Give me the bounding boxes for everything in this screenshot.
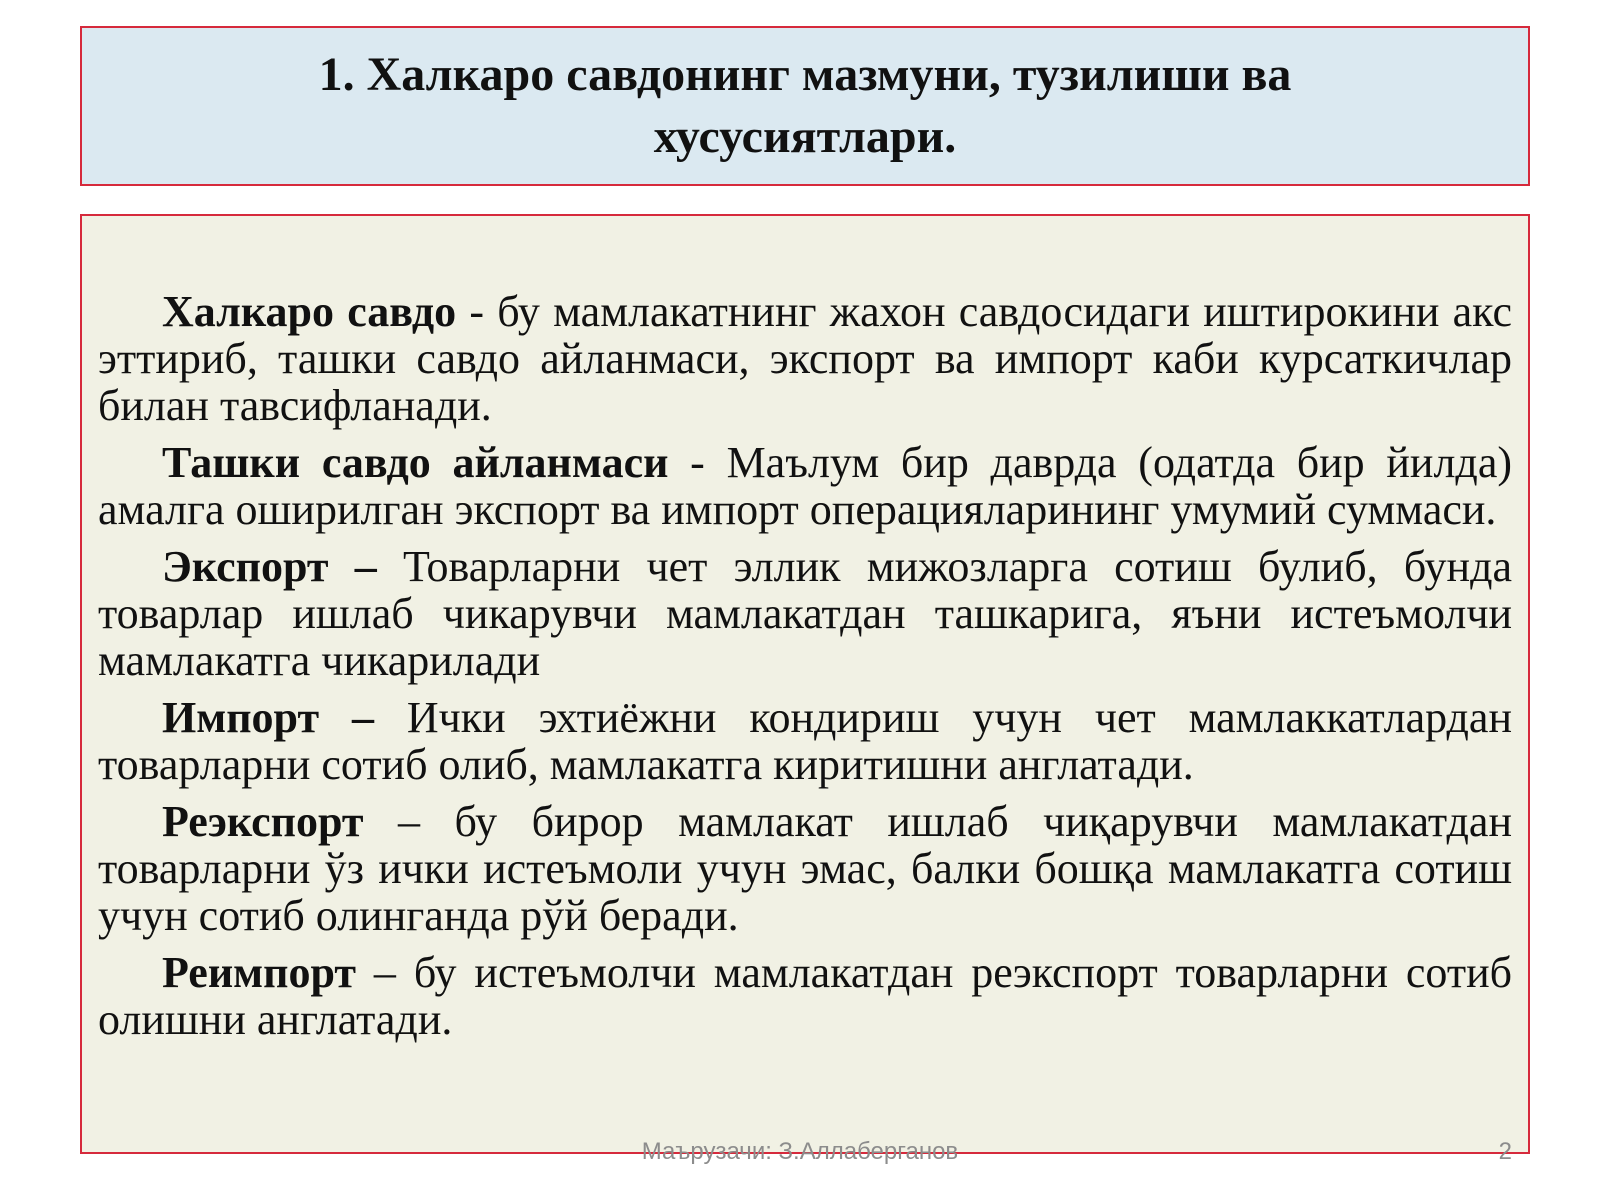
definition-text: бу мамлакатнинг жахон савдосидаги иштирокини акс эттириб, ташки савдо айланмаси, экспорт ва импорт каби курсаткичлар билан тавсифланади. xyxy=(98,287,1512,430)
definition-text: Товарларни чет эллик мижозларга сотиш булиб, бунда товарлар ишлаб чикарувчи мамлакатдан ташкарига, яъни истеъмолчи мамлакатга чикарилади xyxy=(98,542,1513,685)
definition-separator: - xyxy=(668,438,727,487)
definition-text: бу бирор мамлакат ишлаб чиқарувчи мамлакатдан товарларни ўз ички истеъмоли учун эмас, балки бошқа мамлакатга сотиш учун сотиб олинганда рўй беради. xyxy=(98,797,1512,940)
footer-author: Маърузачи: З.Аллаберганов xyxy=(641,1138,959,1165)
definition-re-export xyxy=(98,798,1512,939)
slide-title-box xyxy=(80,26,1530,186)
definition-international-trade xyxy=(98,288,1512,429)
page-number: 2 xyxy=(1498,1138,1512,1165)
definition-term: Ташки савдо айланмаси xyxy=(162,438,669,487)
definition-text: бу истеъмолчи мамлакатдан реэкспорт товарларни сотиб олишни англатади. xyxy=(98,948,1513,1044)
definition-term: Импорт – xyxy=(162,693,374,742)
definition-text: Маълум бир даврда (одатда бир йилда) амалга оширилган экспорт ва импорт операцияларининг умумий суммаси. xyxy=(98,438,1513,534)
definition-foreign-trade-turnover xyxy=(98,439,1512,533)
definition-term: Экспорт – xyxy=(162,542,377,591)
slide-title: 1. Халкаро савдонинг мазмуни, тузилиши ва хусусиятлари. xyxy=(318,48,1292,163)
definitions-box xyxy=(80,214,1530,1154)
slide-footer xyxy=(0,1138,1600,1168)
definition-separator: – xyxy=(363,797,455,846)
definition-separator xyxy=(377,542,403,591)
definition-re-import xyxy=(98,949,1512,1043)
definition-separator: - xyxy=(456,287,498,336)
definition-export xyxy=(98,543,1512,684)
definitions-list xyxy=(98,288,1512,1053)
definition-separator xyxy=(374,693,407,742)
definition-import xyxy=(98,694,1512,788)
definition-term: Реэкспорт xyxy=(162,797,364,846)
definition-text: Ички эхтиёжни кондириш учун чет мамлаккатлардан товарларни сотиб олиб, мамлакатга киритишни англатади. xyxy=(98,693,1512,789)
definition-term: Реимпорт xyxy=(162,948,357,997)
definition-term: Халкаро савдо xyxy=(162,287,457,336)
definition-separator: – xyxy=(356,948,414,997)
